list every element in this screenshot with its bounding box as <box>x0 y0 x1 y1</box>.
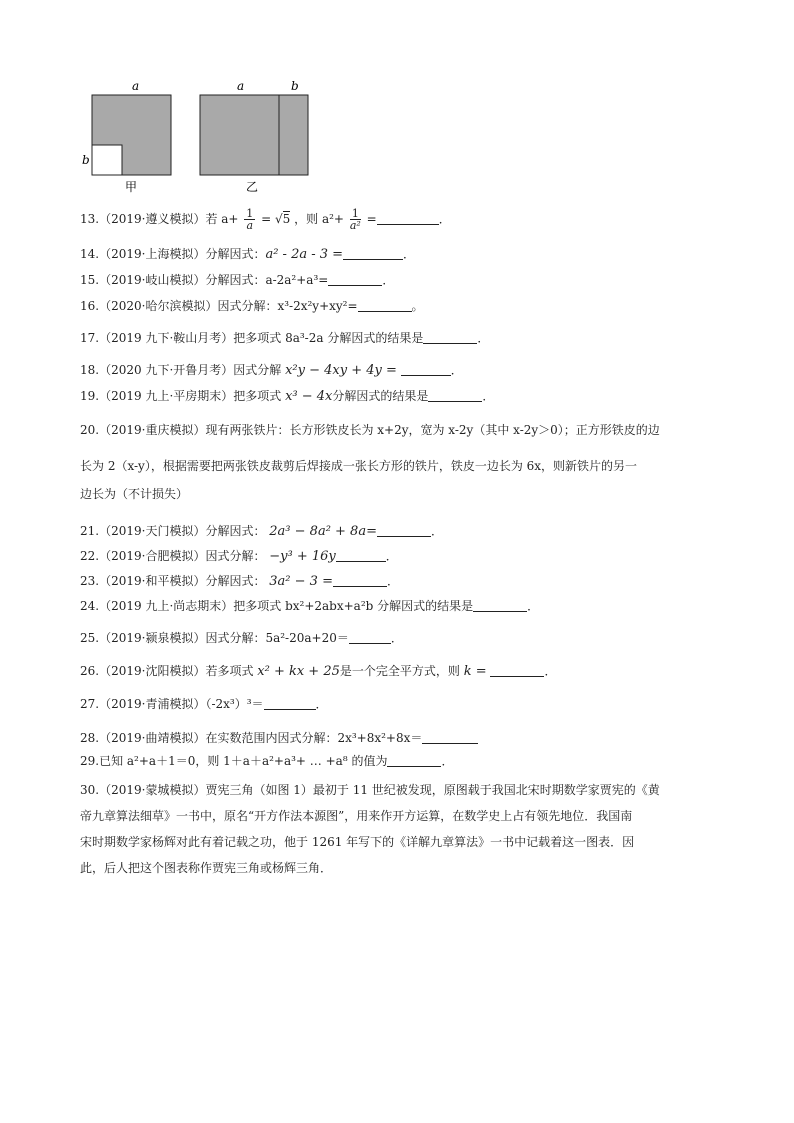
fraction-2: $\frac{1}{\text{a²}}$ <box>349 207 361 232</box>
square-figure <box>80 78 320 196</box>
right-label-a: a <box>237 79 245 93</box>
answer-blank[interactable] <box>377 212 439 225</box>
right-square <box>200 95 279 175</box>
answer-blank[interactable] <box>377 524 431 537</box>
question-29: 29.已知 a²+a＋1＝0，则 1＋a＋a²+a³+ … +a⁸ 的值为 ． <box>80 754 454 768</box>
question-22: 22.（2019·合肥模拟）因式分解： −y³ + 16y ． <box>80 549 398 564</box>
question-14: 14.（2019·上海模拟）分解因式：a² - 2a - 3 = ． <box>80 247 416 262</box>
right-caption: 乙 <box>246 180 259 194</box>
question-16: 16.（2020·哈尔滨模拟）因式分解：x³-2x²y+xy²= 。 <box>80 299 424 313</box>
answer-blank[interactable] <box>264 697 316 710</box>
answer-blank[interactable] <box>349 631 391 644</box>
question-13: 13.（2019·遵义模拟）若 a+ $\frac{1}{a}$ = √5 ，则 a²+ $\frac{1}{\text{a²}}$ = ． <box>80 207 451 232</box>
question-17: 17.（2019 九下·鞍山月考）把多项式 8a³-2a 分解因式的结果是 ． <box>80 331 490 345</box>
answer-blank[interactable] <box>343 247 403 260</box>
question-28: 28.（2019·曲靖模拟）在实数范围内因式分解：2x³+8x²+8x＝ <box>80 730 478 746</box>
answer-blank[interactable] <box>422 731 478 744</box>
answer-blank[interactable] <box>428 389 482 402</box>
answer-blank[interactable] <box>423 331 477 344</box>
answer-blank[interactable] <box>387 754 441 767</box>
answer-blank[interactable] <box>358 299 412 312</box>
question-21: 21.（2019·天门模拟）分解因式： 2a³ − 8a² + 8a= ． <box>80 524 443 539</box>
fraction-1: $\frac{1}{a}$ <box>246 207 254 232</box>
answer-blank[interactable] <box>401 363 451 376</box>
square-diagram <box>80 78 320 196</box>
answer-blank[interactable] <box>473 599 527 612</box>
question-15: 15.（2019·岐山模拟）分解因式：a-2a²+a³= ． <box>80 273 395 287</box>
question-30: 30.（2019·蒙城模拟）贾宪三角（如图 1）最初于 11 世纪被发现，原图载于我国北宋时期数学家贾宪的《黄 帝九章算法细草》一书中，原名“开方作法本源图”，用来作开方运算，在数学史上占有领先地位．我国南 宋时期数学家杨辉对此有着记载之功，他于 1261 年写下的《详解九章算法》一书中记载着这一图表．因 此，后人把这个图表称作贾宪三角或杨辉三角． <box>80 783 660 875</box>
question-27: 27.（2019·青浦模拟）（-2x³）³＝ ． <box>80 697 328 711</box>
right-rectangle <box>279 95 308 175</box>
right-label-b: b <box>291 79 299 93</box>
question-19: 19.（2019 九上·平房期末）把多项式 x³ − 4x分解因式的结果是 ． <box>80 389 495 404</box>
left-label-b: b <box>82 153 90 167</box>
sqrt-symbol: √5 <box>275 212 291 226</box>
left-label-a: a <box>132 79 140 93</box>
question-23: 23.（2019·和平模拟）分解因式： 3a² − 3 = ． <box>80 574 399 589</box>
left-caption: 甲 <box>125 180 138 194</box>
left-small-square <box>92 145 122 175</box>
question-26: 26.（2019·沈阳模拟）若多项式 x² + kx + 25是一个完全平方式，则 k = ． <box>80 664 557 679</box>
question-24: 24.（2019 九上·尚志期末）把多项式 bx²+2abx+a²b 分解因式的结果是 ． <box>80 599 540 613</box>
question-18: 18.（2020 九下·开鲁月考）因式分解 x²y − 4xy + 4y = ． <box>80 363 463 378</box>
question-20: 20.（2019·重庆模拟）现有两张铁片：长方形铁皮长为 x+2y，宽为 x-2y（其中 x-2y＞0）；正方形铁皮的边 长为 2（x-y），根据需要把两张铁皮裁剪后焊接成一张长方形的铁片，铁皮一边长为 6x，则新铁片的另一 边长为（不计损失） <box>80 423 660 501</box>
answer-blank[interactable] <box>336 549 386 562</box>
answer-blank[interactable] <box>328 273 382 286</box>
answer-blank[interactable] <box>333 574 387 587</box>
answer-blank[interactable] <box>490 664 544 677</box>
question-25: 25.（2019·颍泉模拟）因式分解：5a²-20a+20＝ ． <box>80 631 403 645</box>
